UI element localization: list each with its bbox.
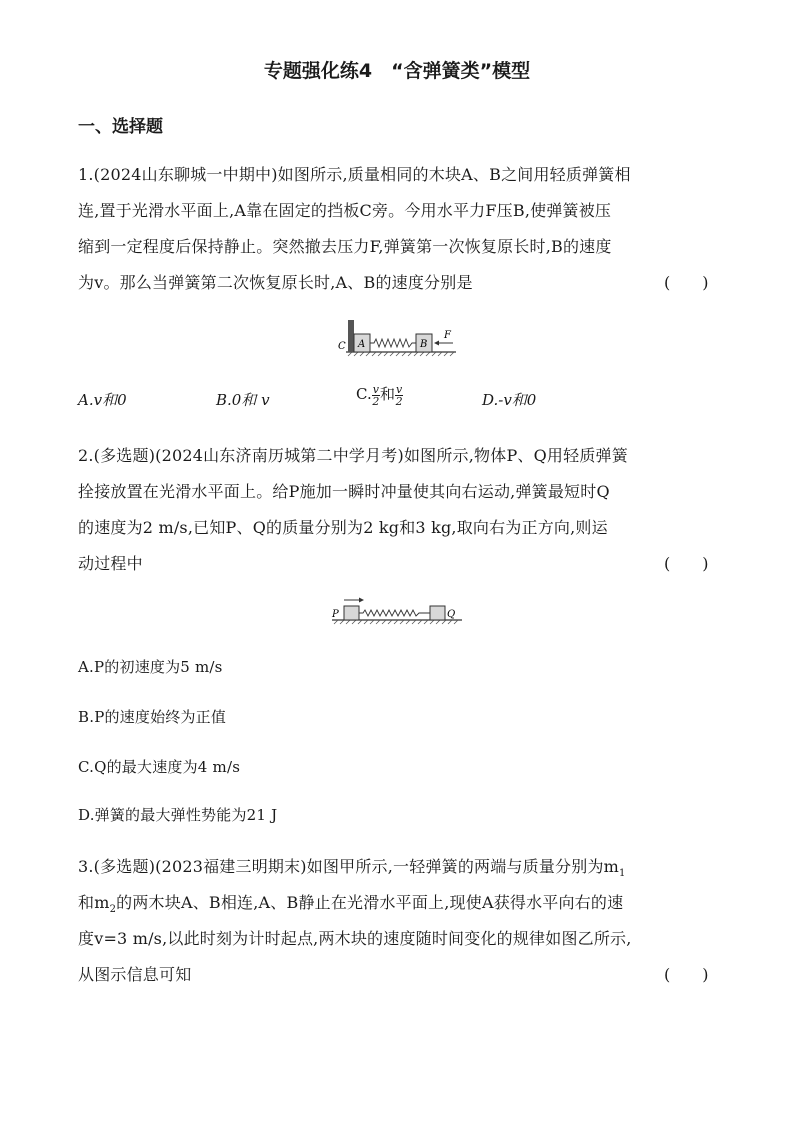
q1-option-c-and: 和 (379, 385, 395, 403)
fraction-numerator-b: v (395, 382, 403, 396)
q3-line-2 (78, 890, 623, 915)
fraction-numerator: v (372, 382, 379, 396)
label-f: F (444, 330, 451, 341)
velocity-arrow-icon (359, 598, 364, 603)
block-q (430, 606, 445, 620)
label-p: P (332, 609, 339, 620)
label-q: Q (447, 609, 456, 620)
q1-figure (330, 318, 470, 362)
label-c: C (338, 341, 346, 352)
q3-line-3: 度v=3 m/s,以此时刻为计时起点,两木块的速度随时间变化的规律如图乙所示, (78, 929, 632, 948)
q1-answer-blank: ( ) (664, 273, 709, 292)
q2-option-d: D.弹簧的最大弹性势能为21 J (78, 806, 278, 824)
q3-line-2-pre: 和m (78, 893, 110, 912)
spring-pq (359, 610, 430, 616)
q1-option-c (356, 383, 403, 407)
fraction-denominator: 2 (372, 394, 380, 408)
page-title: 专题强化练4 “含弹簧类”模型 (263, 60, 531, 82)
q1-line-3: 缩到一定程度后保持静止。突然撤去压力F,弹簧第一次恢复原长时,B的速度 (78, 237, 612, 256)
fraction-denominator-b: 2 (395, 394, 403, 408)
q2-line-3: 的速度为2 m/s,已知P、Q的质量分别为2 kg和3 kg,取向右为正方向,则运 (78, 518, 608, 537)
q1-option-c-prefix: C. (356, 385, 372, 403)
q3-subscript-1: 1 (619, 868, 626, 880)
q2-figure (326, 596, 466, 632)
q2-answer-blank: ( ) (664, 554, 709, 573)
q3-line-2-post: 的两木块A、B相连,A、B静止在光滑水平面上,现使A获得水平向右的速 (116, 893, 624, 912)
q2-option-c: C.Q的最大速度为4 m/s (78, 758, 241, 776)
q3-subscript-2: 2 (109, 904, 117, 916)
q1-line-2: 连,置于光滑水平面上,A靠在固定的挡板C旁。今用水平力F压B,使弹簧被压 (78, 201, 612, 220)
wall-c (348, 320, 354, 352)
q3-line-1 (78, 854, 626, 879)
section-heading: 一、选择题 (78, 117, 163, 137)
q2-option-b: B.P的速度始终为正值 (78, 708, 227, 726)
q3-answer-blank: ( ) (664, 965, 709, 984)
q3-line-1-text: 3.(多选题)(2023福建三明期末)如图甲所示,一轻弹簧的两端与质量分别为m (78, 857, 620, 876)
spring (370, 339, 416, 347)
q1-option-d: D.-v和0 (482, 391, 537, 409)
label-a: A (358, 339, 366, 350)
q2-option-a: A.P的初速度为5 m/s (78, 658, 223, 676)
q2-line-4: 动过程中 (78, 554, 143, 573)
force-arrow-icon (434, 341, 439, 346)
block-p (344, 606, 359, 620)
q2-line-1: 2.(多选题)(2024山东济南历城第二中学月考)如图所示,物体P、Q用轻质弹簧 (78, 446, 628, 465)
q1-line-1: 1.(2024山东聊城一中期中)如图所示,质量相同的木块A、B之间用轻质弹簧相 (78, 165, 631, 184)
fraction-v-over-2 (372, 384, 380, 407)
q3-line-4: 从图示信息可知 (78, 965, 192, 984)
label-b: B (420, 339, 428, 350)
q1-line-4: 为v。那么当弹簧第二次恢复原长时,A、B的速度分别是 (78, 273, 473, 292)
q1-option-b: B.0和 v (216, 391, 270, 409)
fraction-v-over-2-b (395, 384, 403, 407)
q2-line-2: 拴接放置在光滑水平面上。给P施加一瞬时冲量使其向右运动,弹簧最短时Q (78, 482, 610, 501)
q1-option-a: A.v和0 (78, 391, 127, 409)
